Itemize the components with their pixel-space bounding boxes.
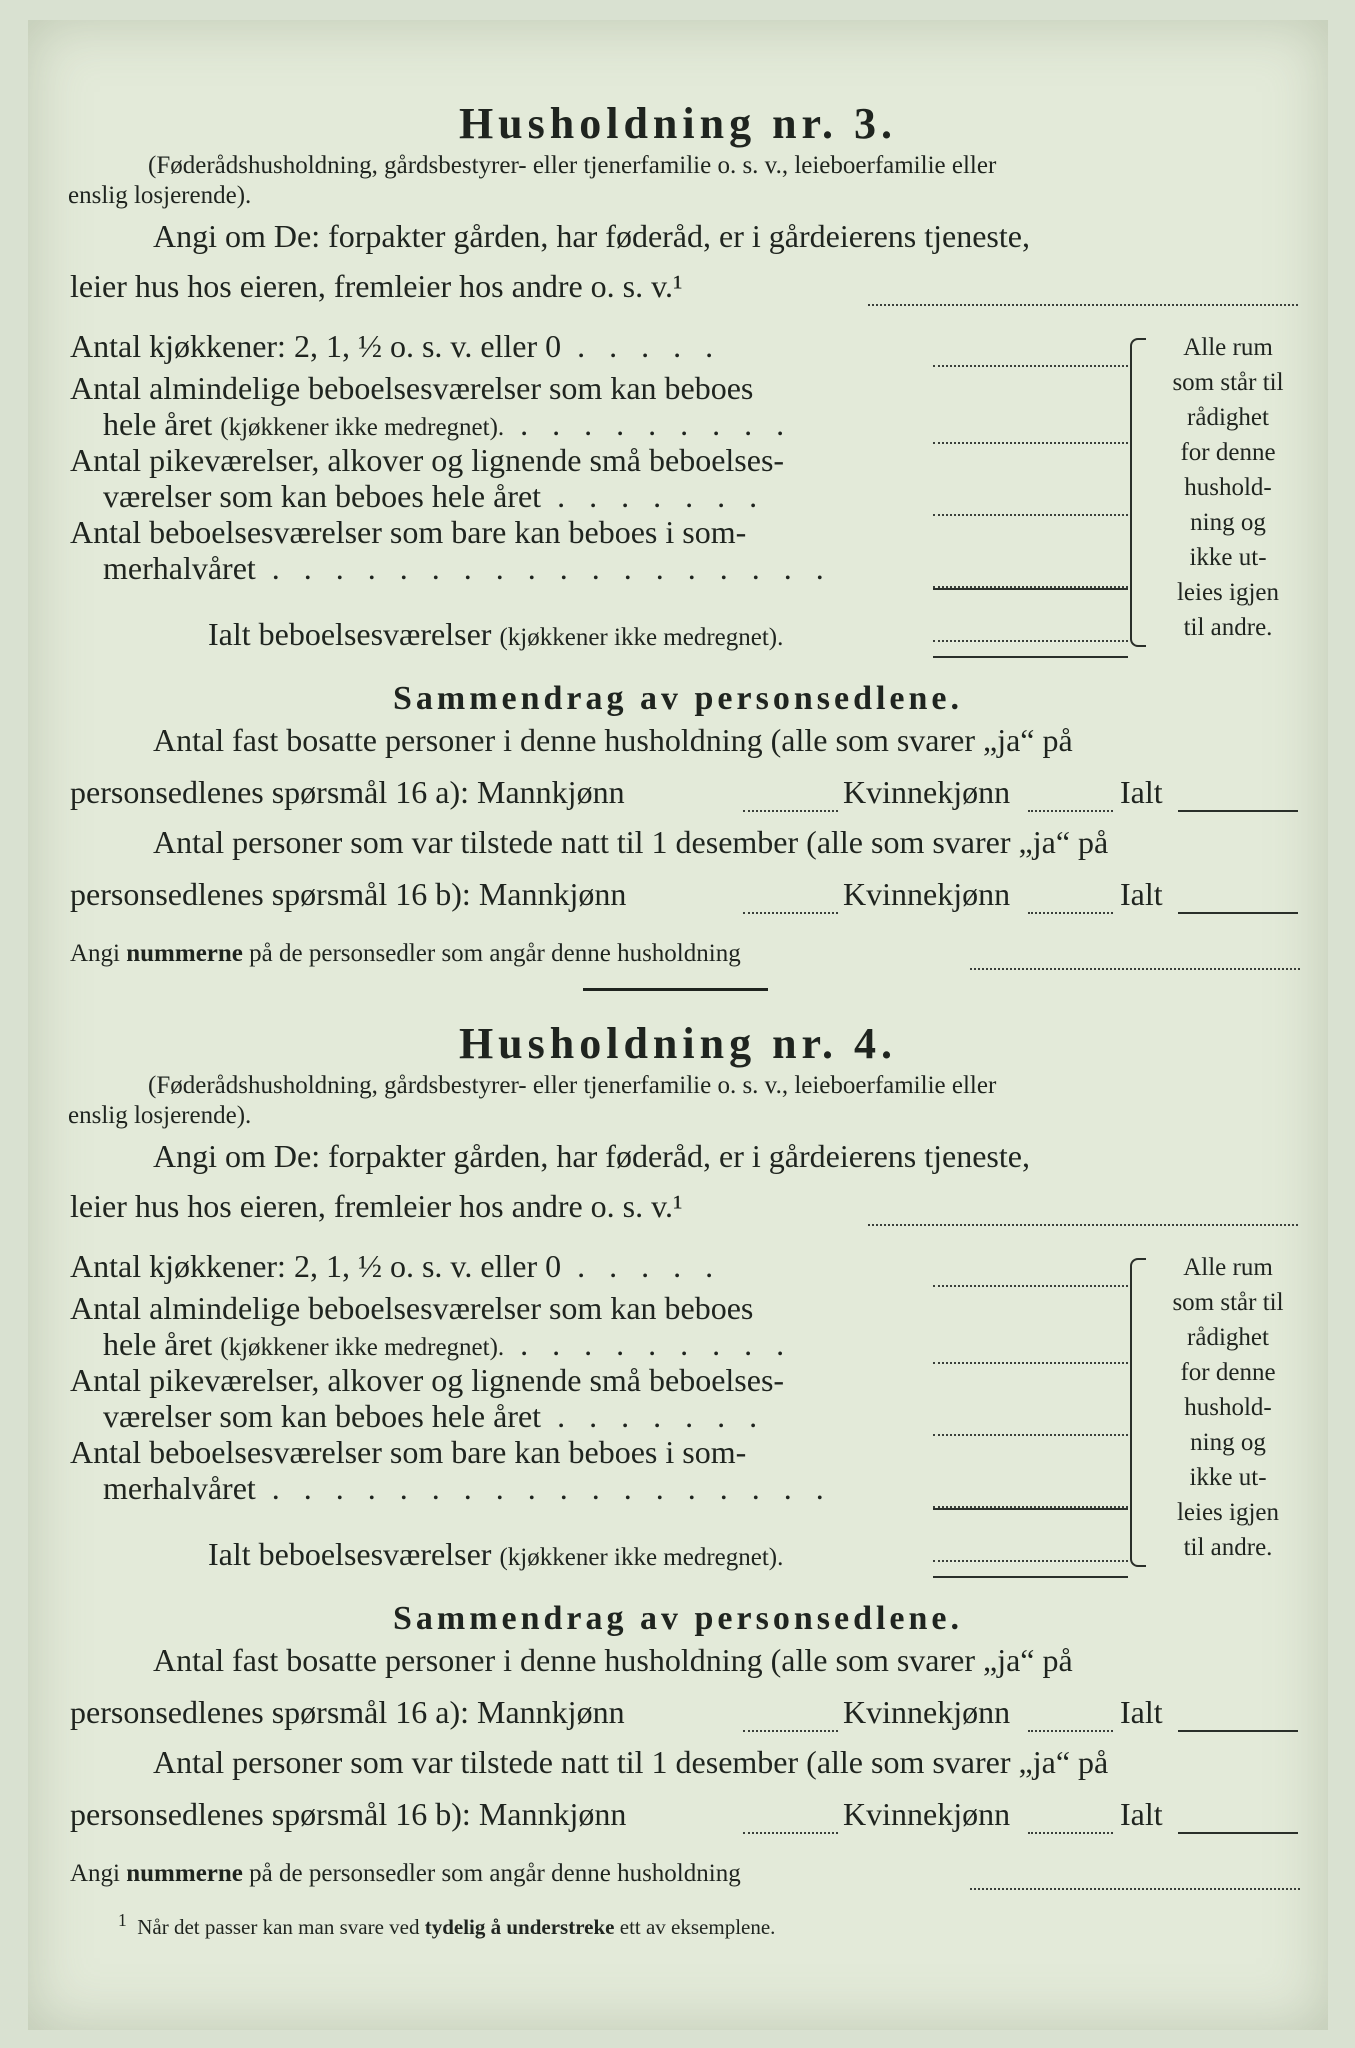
kitchens-row: Antal kjøkkener: 2, 1, ½ o. s. v. eller 0 . . . . . [70,328,722,364]
summer-rooms-row: Antal beboelsesværelser som bare kan beboes i som- [70,1434,747,1470]
small-rooms-answer-field[interactable] [933,1434,1128,1436]
female-label: Kvinnekjønn [843,1796,1011,1832]
residents-female-field[interactable] [1028,810,1113,812]
total-rooms-row: Ialt beboelsesværelser (kjøkkener ikke medregnet). [208,616,784,652]
summary-title: Sammendrag av personsedlene. [392,1600,964,1637]
present-total-field[interactable] [1178,912,1298,914]
ordinary-rooms-answer-field[interactable] [933,442,1128,444]
present-total-field[interactable] [1178,1832,1298,1834]
section-divider [583,988,768,991]
occupancy-answer-field[interactable] [868,304,1298,306]
kitchens-row: Antal kjøkkener: 2, 1, ½ o. s. v. eller 0 . . . . . [70,1248,722,1284]
ordinary-rooms-row: Antal almindelige beboelsesværelser som kan beboes [70,370,754,406]
small-rooms-row: Antal pikeværelser, alkover og lignende små beboelses- [70,442,785,478]
ordinary-rooms-row-cont: hele året (kjøkkener ikke medregnet). . . . . . . . . . [103,406,793,442]
male-label: Mannkjønn [478,876,627,912]
total-rule [933,656,1128,658]
household-type-note: (Føderådshusholdning, gårdsbestyrer- eller tjenerfamilie o. s. v., leieboerfamilie eller [148,152,997,179]
total-label: Ialt [1120,1796,1163,1832]
summer-rooms-row: Antal beboelsesværelser som bare kan beboes i som- [70,514,747,550]
total-label: Ialt [1120,876,1163,912]
sum-rule [933,1508,1128,1510]
room-bracket [1130,1258,1146,1567]
sum-rule [933,588,1128,590]
female-label: Kvinnekjønn [843,876,1011,912]
male-label: Mannkjønn [477,774,625,810]
residents-total-field[interactable] [1178,810,1298,812]
sheet-numbers-field[interactable] [970,1888,1300,1890]
female-label: Kvinnekjønn [843,1694,1011,1730]
household-title: Husholdning nr. 4. [458,1019,898,1068]
residents-male-field[interactable] [743,810,838,812]
room-bracket-note: Alle rum som står til rådighet for denne hushold- ning og ikke ut- leies igjen til andre. [1172,334,1284,641]
kitchens-answer-field[interactable] [933,365,1128,367]
footnote: $^1$ Når det passer kan man svare ved tydelig å understreke ett av eksemplene. [118,1910,776,1939]
male-label: Mannkjønn [477,1694,625,1730]
small-rooms-row: Antal pikeværelser, alkover og lignende små beboelses- [70,1362,785,1398]
residents-male-field[interactable] [743,1730,838,1732]
present-counts-row: personsedlenes spørsmål 16 b): Mannkjønn [70,876,627,912]
present-question: Antal personer som var tilstede natt til 1 desember (alle som svarer „ja“ på [153,824,1109,860]
male-label: Mannkjønn [478,1796,627,1832]
total-rule [933,1576,1128,1578]
occupancy-question: Angi om De: forpakter gården, har føderåd, er i gårdeierens tjeneste, [153,1138,1030,1174]
residents-question: Antal fast bosatte personer i denne husholdning (alle som svarer „ja“ på [153,722,1073,758]
household-type-note-cont: enslig losjerende). [68,1102,252,1129]
occupancy-question-cont: leier hus hos eieren, fremleier hos andre o. s. v.¹ [70,1188,683,1224]
summer-rooms-row-cont: merhalvåret . . . . . . . . . . . . . . . . . . [103,1470,832,1506]
small-rooms-row-cont: værelser som kan beboes hele året . . . . . . . [103,1398,766,1434]
total-rooms-answer-field[interactable] [933,1560,1128,1562]
sheet-numbers-field[interactable] [970,968,1300,970]
summer-rooms-row-cont: merhalvåret . . . . . . . . . . . . . . . . . . [103,550,832,586]
residents-question: Antal fast bosatte personer i denne husholdning (alle som svarer „ja“ på [153,1642,1073,1678]
kitchens-answer-field[interactable] [933,1285,1128,1287]
household-type-note-cont: enslig losjerende). [68,182,252,209]
present-counts-row: personsedlenes spørsmål 16 b): Mannkjønn [70,1796,627,1832]
sheet-numbers-row: Angi nummerne på de personsedler som angår denne husholdning [70,940,741,967]
total-label: Ialt [1120,774,1163,810]
present-female-field[interactable] [1028,912,1113,914]
occupancy-question: Angi om De: forpakter gården, har føderåd, er i gårdeierens tjeneste, [153,218,1030,254]
sheet-numbers-row: Angi nummerne på de personsedler som angår denne husholdning [70,1860,741,1887]
household-title: Husholdning nr. 3. [458,99,898,148]
present-male-field[interactable] [743,912,838,914]
room-bracket [1130,338,1146,647]
residents-counts-row: personsedlenes spørsmål 16 a): Mannkjønn [70,774,625,810]
ordinary-rooms-row-cont: hele året (kjøkkener ikke medregnet). . . . . . . . . . [103,1326,793,1362]
census-form-page [28,20,1328,2030]
household-type-note: (Føderådshusholdning, gårdsbestyrer- eller tjenerfamilie o. s. v., leieboerfamilie eller [148,1072,997,1099]
present-question: Antal personer som var tilstede natt til 1 desember (alle som svarer „ja“ på [153,1744,1109,1780]
female-label: Kvinnekjønn [843,774,1011,810]
ordinary-rooms-row: Antal almindelige beboelsesværelser som kan beboes [70,1290,754,1326]
present-male-field[interactable] [743,1832,838,1834]
occupancy-question-cont: leier hus hos eieren, fremleier hos andre o. s. v.¹ [70,268,683,304]
total-label: Ialt [1120,1694,1163,1730]
residents-counts-row: personsedlenes spørsmål 16 a): Mannkjønn [70,1694,625,1730]
total-rooms-answer-field[interactable] [933,640,1128,642]
total-rooms-row: Ialt beboelsesværelser (kjøkkener ikke medregnet). [208,1536,784,1572]
summary-title: Sammendrag av personsedlene. [392,680,964,717]
small-rooms-row-cont: værelser som kan beboes hele året . . . . . . . [103,478,766,514]
ordinary-rooms-answer-field[interactable] [933,1362,1128,1364]
residents-female-field[interactable] [1028,1730,1113,1732]
small-rooms-answer-field[interactable] [933,514,1128,516]
room-bracket-note: Alle rum som står til rådighet for denne hushold- ning og ikke ut- leies igjen til andre. [1172,1254,1284,1561]
occupancy-answer-field[interactable] [868,1224,1298,1226]
residents-total-field[interactable] [1178,1730,1298,1732]
present-female-field[interactable] [1028,1832,1113,1834]
